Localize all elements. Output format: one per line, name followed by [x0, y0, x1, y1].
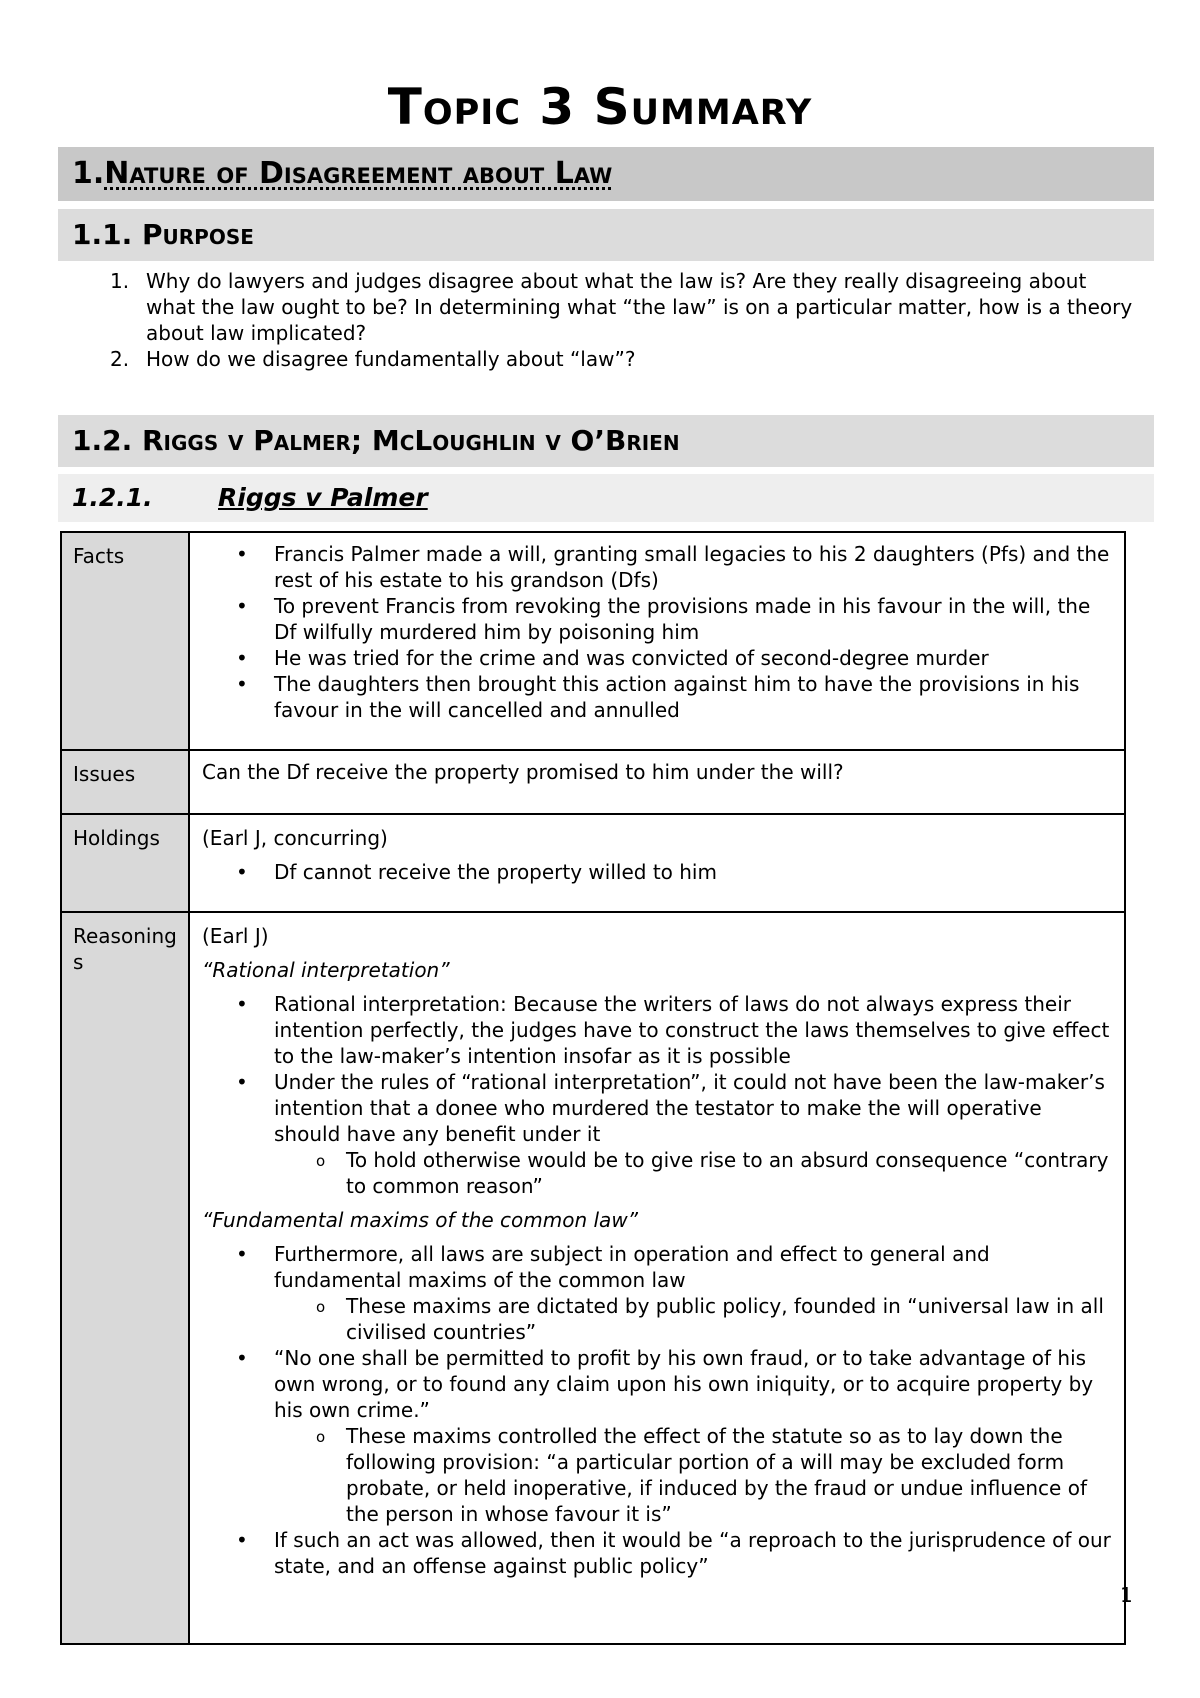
bullet-icon: •	[236, 860, 248, 884]
bullet-icon: •	[236, 594, 248, 618]
list-item	[202, 1527, 1114, 1579]
section-1-1-title: Purpose	[142, 218, 254, 251]
bullet-icon: •	[236, 1242, 248, 1266]
list-text: Why do lawyers and judges disagree about what the law is? Are they really disagreeing about what the law ought to be? In determining what “the law” is on a particular matter, how is a theory about law implicated?	[146, 269, 1133, 345]
reasonings-label: Reasoning s	[61, 912, 189, 1644]
reasonings-subheading-2: “Fundamental maxims of the common law”	[202, 1208, 639, 1232]
list-text: “No one shall be permitted to profit by his own fraud, or to take advantage of his own wrong, or to found any claim upon his own iniquity, or to acquire property by his own crime.”	[274, 1346, 1094, 1422]
reasonings-intro: (Earl J)	[202, 924, 269, 948]
reasonings-list-2	[202, 1241, 1114, 1579]
list-text: To prevent Francis from revoking the provisions made in his favour in the will, the Df wilfully murdered him by poisoning him	[274, 594, 1091, 644]
holdings-intro: (Earl J, concurring)	[202, 826, 388, 850]
list-number: 1.	[110, 269, 130, 293]
sub-list	[274, 1147, 1114, 1199]
list-number: 2.	[110, 347, 130, 371]
holdings-cell	[189, 814, 1125, 912]
table-row-reasonings	[61, 912, 1125, 1644]
section-1-title: Nature of Disagreement about Law	[104, 156, 613, 191]
table-row-facts	[61, 532, 1125, 750]
list-text: Furthermore, all laws are subject in operation and effect to general and fundamental maxims of the common law	[274, 1242, 990, 1292]
page-number: 1	[1120, 1583, 1133, 1607]
case-summary-table	[60, 531, 1126, 1645]
list-item	[110, 268, 1140, 346]
facts-label: Facts	[61, 532, 189, 750]
list-item	[202, 593, 1114, 645]
list-item	[202, 671, 1114, 723]
sub-bullet-icon: o	[316, 1298, 326, 1316]
issues-label: Issues	[61, 750, 189, 814]
list-text: How do we disagree fundamentally about “law”?	[146, 347, 636, 371]
holdings-label: Holdings	[61, 814, 189, 912]
page-title: Topic 3 Summary	[387, 78, 813, 136]
list-item	[202, 991, 1114, 1069]
list-text: Rational interpretation: Because the writers of laws do not always express their intention perfectly, the judges have to construct the laws themselves to give effect to the law-maker’s intention insofar as it is possible	[274, 992, 1110, 1068]
list-text: Df cannot receive the property willed to him	[274, 860, 717, 884]
list-text: He was tried for the crime and was convicted of second-degree murder	[274, 646, 989, 670]
list-item	[274, 1293, 1114, 1345]
purpose-list	[110, 268, 1140, 372]
bullet-icon: •	[236, 992, 248, 1016]
list-text: Francis Palmer made a will, granting small legacies to his 2 daughters (Pfs) and the rest of his estate to his grandson (Dfs)	[274, 542, 1110, 592]
sub-bullet-icon: o	[316, 1428, 326, 1446]
sub-bullet-icon: o	[316, 1152, 326, 1170]
list-item	[202, 1241, 1114, 1345]
section-1-heading	[58, 147, 1154, 201]
list-text: These maxims are dictated by public policy, founded in “universal law in all civilised countries”	[346, 1294, 1104, 1344]
list-item	[110, 346, 1140, 372]
table-row-holdings	[61, 814, 1125, 912]
section-1-number: 1.	[72, 156, 105, 191]
bullet-icon: •	[236, 1070, 248, 1094]
bullet-icon: •	[236, 672, 248, 696]
list-item	[202, 541, 1114, 593]
table-row-issues	[61, 750, 1125, 814]
bullet-icon: •	[236, 646, 248, 670]
list-item	[202, 859, 1114, 885]
sub-list	[274, 1423, 1114, 1527]
list-text: If such an act was allowed, then it would be “a reproach to the jurisprudence of our state, and an offense against public policy”	[274, 1528, 1111, 1578]
list-text: These maxims controlled the effect of the statute so as to lay down the following provision: “a particular portion of a will may be excluded form probate, or held inoperative, if induced by the fraud or undue influence of the person in whose favour it is”	[346, 1424, 1087, 1526]
section-1-1-heading	[58, 209, 1154, 261]
section-1-2-heading	[58, 415, 1154, 467]
section-1-2-1-heading	[58, 474, 1154, 522]
list-text: To hold otherwise would be to give rise to an absurd consequence “contrary to common reason”	[346, 1148, 1109, 1198]
section-1-2-number: 1.2.	[72, 424, 133, 457]
list-text: The daughters then brought this action against him to have the provisions in his favour in the will cancelled and annulled	[274, 672, 1080, 722]
section-1-2-1-title: Riggs v Palmer	[218, 483, 428, 512]
facts-cell	[189, 532, 1125, 750]
facts-list	[202, 541, 1114, 723]
sub-list	[274, 1293, 1114, 1345]
list-item	[274, 1147, 1114, 1199]
bullet-icon: •	[236, 1346, 248, 1370]
bullet-icon: •	[236, 1528, 248, 1552]
reasonings-list-1	[202, 991, 1114, 1199]
list-item	[202, 645, 1114, 671]
section-1-2-1-number: 1.2.1.	[72, 483, 153, 512]
holdings-list	[202, 859, 1114, 885]
issues-cell: Can the Df receive the property promised to him under the will?	[189, 750, 1125, 814]
section-1-2-title: Riggs v Palmer; McLoughlin v O’Brien	[142, 424, 680, 457]
list-text: Under the rules of “rational interpretation”, it could not have been the law-maker’s intention that a donee who murdered the testator to make the will operative should have any benefit under it	[274, 1070, 1105, 1146]
list-item	[274, 1423, 1114, 1527]
reasonings-cell	[189, 912, 1125, 1644]
list-item	[202, 1069, 1114, 1199]
list-item	[202, 1345, 1114, 1527]
reasonings-subheading-1: “Rational interpretation”	[202, 958, 450, 982]
bullet-icon: •	[236, 542, 248, 566]
section-1-1-number: 1.1.	[72, 218, 133, 251]
